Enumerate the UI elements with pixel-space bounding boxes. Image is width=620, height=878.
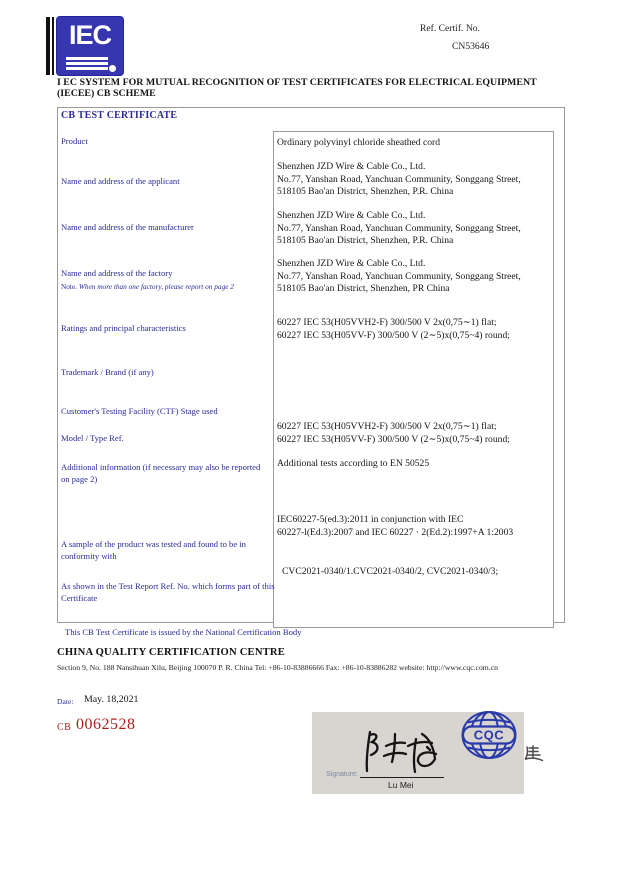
iec-logo-left-bar — [46, 17, 50, 75]
value-factory-line: 518105 Bao'an District, Shenzhen, PR China — [277, 283, 450, 295]
label-product: Product — [61, 136, 88, 146]
value-product: Ordinary polyvinyl chloride sheathed cord — [277, 137, 441, 148]
scheme-title-line2: (IECEE) CB SCHEME — [57, 88, 156, 100]
iec-logo-line-icon — [66, 67, 108, 70]
issued-by-note: This CB Test Certificate is issued by the National Certification Body — [65, 627, 302, 637]
iec-logo-text: IEC — [68, 20, 111, 50]
cb-certificate-number: 0062528 — [76, 716, 136, 733]
label-ctf-stage: Customer's Testing Facility (CTF) Stage used — [61, 406, 218, 416]
label-additional-info: Additional information (if necessary may also be reported on page 2) — [61, 462, 261, 484]
value-factory — [277, 258, 551, 296]
label-applicant: Name and address of the applicant — [61, 176, 180, 186]
label-ratings: Ratings and principal characteristics — [61, 323, 186, 333]
value-manufacturer-line: Shenzhen JZD Wire & Cable Co., Ltd. — [277, 210, 426, 221]
handwritten-signature-icon — [356, 726, 448, 774]
ref-certif-number: CN53646 — [452, 41, 490, 52]
value-factory-line: No.77, Yanshan Road, Yanchuan Community, Songgang Street, — [277, 270, 521, 282]
value-conformity — [277, 514, 551, 539]
value-ratings — [277, 317, 551, 342]
value-ratings-line: 60227 IEC 53(H05VVH2-F) 300/500 V 2x(0,75∼1) flat; — [277, 317, 497, 328]
signature-label: Signature: — [326, 771, 358, 778]
value-additional-info: Additional tests according to EN 50525 — [277, 458, 430, 469]
value-applicant-line: 518105 Bao'an District, Shenzhen, P.R. China — [277, 186, 454, 198]
label-factory: Name and address of the factory — [61, 268, 173, 278]
cqc-logo — [460, 710, 518, 760]
iec-logo — [56, 16, 124, 76]
certificate-title: CB TEST CERTIFICATE — [61, 110, 178, 121]
factory-note-prefix: Note. — [61, 282, 78, 291]
value-test-report: CVC2021-0340/1.CVC2021-0340/2, CVC2021-0340/3; — [282, 566, 499, 577]
certificate-value-box — [273, 131, 554, 628]
ref-certif-label: Ref. Certif. No. — [420, 23, 480, 34]
factory-note-text: When more than one factory, please report on page 2 — [77, 282, 234, 291]
value-model-line: 60227 IEC 53(H05VV-F) 300/500 V (2∼5)x(0,75~4) round; — [277, 433, 510, 445]
value-model-type-ref — [277, 421, 551, 446]
value-conformity-line: 60227-l(Ed.3):2007 and IEC 60227 · 2(Ed.2):1997+A 1:2003 — [277, 526, 514, 538]
value-manufacturer — [277, 210, 551, 248]
value-ratings-line: 60227 IEC 53(H05VV-F) 300/500 V (2∼5)x(0,75~4) round; — [277, 329, 510, 341]
iec-logo-line-icon — [66, 57, 108, 60]
value-applicant-line: No.77, Yanshan Road, Yanchuan Community, Songgang Street, — [277, 173, 521, 185]
scheme-title-line1: I EC SYSTEM FOR MUTUAL RECOGNITION OF TEST CERTIFICATES FOR ELECTRICAL EQUIPMENT — [57, 77, 537, 88]
cqc-logo-text: CQC — [473, 727, 505, 743]
stamp-character-icon — [524, 744, 544, 764]
cb-certificate-prefix: CB — [57, 722, 72, 733]
value-model-line: 60227 IEC 53(H05VVH2-F) 300/500 V 2x(0,75∼1) flat; — [277, 421, 497, 432]
date-label: Date: — [57, 697, 74, 706]
iec-logo-left-bar-thin — [52, 17, 54, 75]
value-applicant-line: Shenzhen JZD Wire & Cable Co., Ltd. — [277, 161, 426, 172]
label-trademark: Trademark / Brand (if any) — [61, 367, 154, 377]
label-conformity: A sample of the product was tested and found to be in conformity with — [61, 539, 246, 561]
label-factory-note — [61, 282, 271, 291]
signature-name: Lu Mei — [388, 780, 414, 790]
value-applicant — [277, 161, 551, 199]
signature-line — [360, 777, 444, 778]
iec-logo-dot-icon — [109, 65, 116, 72]
value-manufacturer-line: 518105 Bao'an District, Shenzhen, P.R. China — [277, 235, 454, 247]
label-test-report: As shown in the Test Report Ref. No. which forms part of this Certificate — [61, 581, 275, 603]
iec-logo-line-icon — [66, 62, 108, 65]
value-manufacturer-line: No.77, Yanshan Road, Yanchuan Community, Songgang Street, — [277, 222, 521, 234]
label-model-type-ref: Model / Type Ref. — [61, 433, 124, 443]
value-conformity-line: IEC60227-5(ed.3):2011 in conjunction with IEC — [277, 514, 464, 525]
date-value: May. 18,2021 — [84, 694, 139, 705]
scheme-title — [57, 77, 577, 100]
label-manufacturer: Name and address of the manufacturer — [61, 222, 194, 232]
ncb-name: CHINA QUALITY CERTIFICATION CENTRE — [57, 647, 286, 658]
ncb-address: Section 9, No. 188 Nansihuan Xilu, Beijing 100070 P. R. China Tel: +86-10-83886666 Fax: +86-10-83886282 website: http://www.cqc.com.cn — [57, 663, 498, 672]
value-factory-line: Shenzhen JZD Wire & Cable Co., Ltd. — [277, 258, 426, 269]
